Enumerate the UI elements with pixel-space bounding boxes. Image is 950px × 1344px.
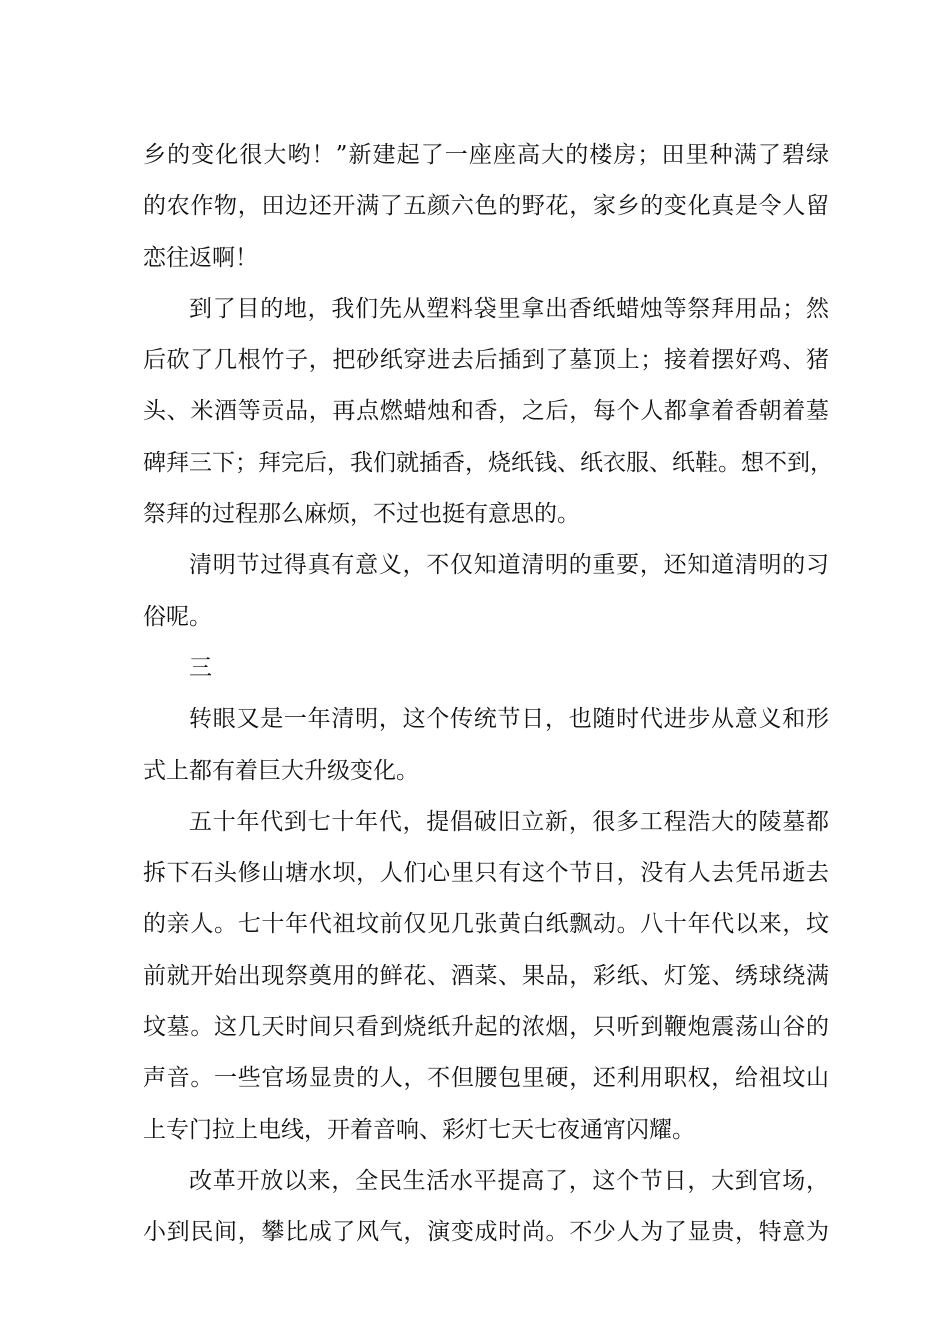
text-line: 坟墓。这几天时间只看到烧纸升起的浓烟，只听到鞭炮震荡山谷的 — [143, 1014, 829, 1041]
text-line: 后砍了几根竹子，把砂纸穿进去后插到了墓顶上；接着摆好鸡、猪 — [143, 347, 829, 374]
text-line: 式上都有着巨大升级变化。 — [143, 757, 419, 784]
text-line: 恋往返啊！ — [143, 244, 258, 271]
text-line: 乡的变化很大哟！”新建起了一座座高大的楼房；田里种满了碧绿 — [143, 142, 829, 168]
text-line: 声音。一些官场显贵的人，不但腰包里硬，还利用职权，给祖坟山 — [143, 1065, 829, 1092]
text-line: 拆下石头修山塘水坝，人们心里只有这个节日，没有人去凭吊逝去 — [143, 860, 829, 887]
paragraph-first-line: 清明节过得真有意义，不仅知道清明的重要，还知道清明的习 — [189, 552, 829, 579]
text-line: 前就开始出现祭奠用的鲜花、酒菜、果品，彩纸、灯笼、绣球绕满 — [143, 962, 829, 989]
text-line: 头、米酒等贡品，再点燃蜡烛和香，之后，每个人都拿着香朝着墓 — [143, 398, 829, 425]
text-line: 的农作物，田边还开满了五颜六色的野花，家乡的变化真是令人留 — [143, 193, 829, 220]
paragraph-first-line: 到了目的地，我们先从塑料袋里拿出香纸蜡烛等祭拜用品；然 — [189, 295, 829, 322]
paragraph-first-line: 转眼又是一年清明，这个传统节日，也随时代进步从意义和形 — [189, 706, 829, 733]
paragraph-first-line: 改革开放以来，全民生活水平提高了，这个节日，大到官场， — [189, 1167, 829, 1194]
text-line: 俗呢。 — [143, 603, 212, 630]
text-line: 祭拜的过程那么麻烦，不过也挺有意思的。 — [143, 501, 580, 528]
text-line: 的亲人。七十年代祖坟前仅见几张黄白纸飘动。八十年代以来，坟 — [143, 911, 829, 938]
text-line: 小到民间，攀比成了风气，演变成时尚。不少人为了显贵，特意为 — [143, 1219, 829, 1246]
body-text — [143, 130, 833, 1259]
section-heading: 三 — [189, 654, 212, 681]
text-line: 碑拜三下；拜完后，我们就插香，烧纸钱、纸衣服、纸鞋。想不到， — [143, 449, 833, 476]
paragraph-first-line: 五十年代到七十年代，提倡破旧立新，很多工程浩大的陵墓都 — [189, 808, 829, 835]
text-line: 上专门拉上电线，开着音响、彩灯七天七夜通宵闪耀。 — [143, 1116, 695, 1143]
